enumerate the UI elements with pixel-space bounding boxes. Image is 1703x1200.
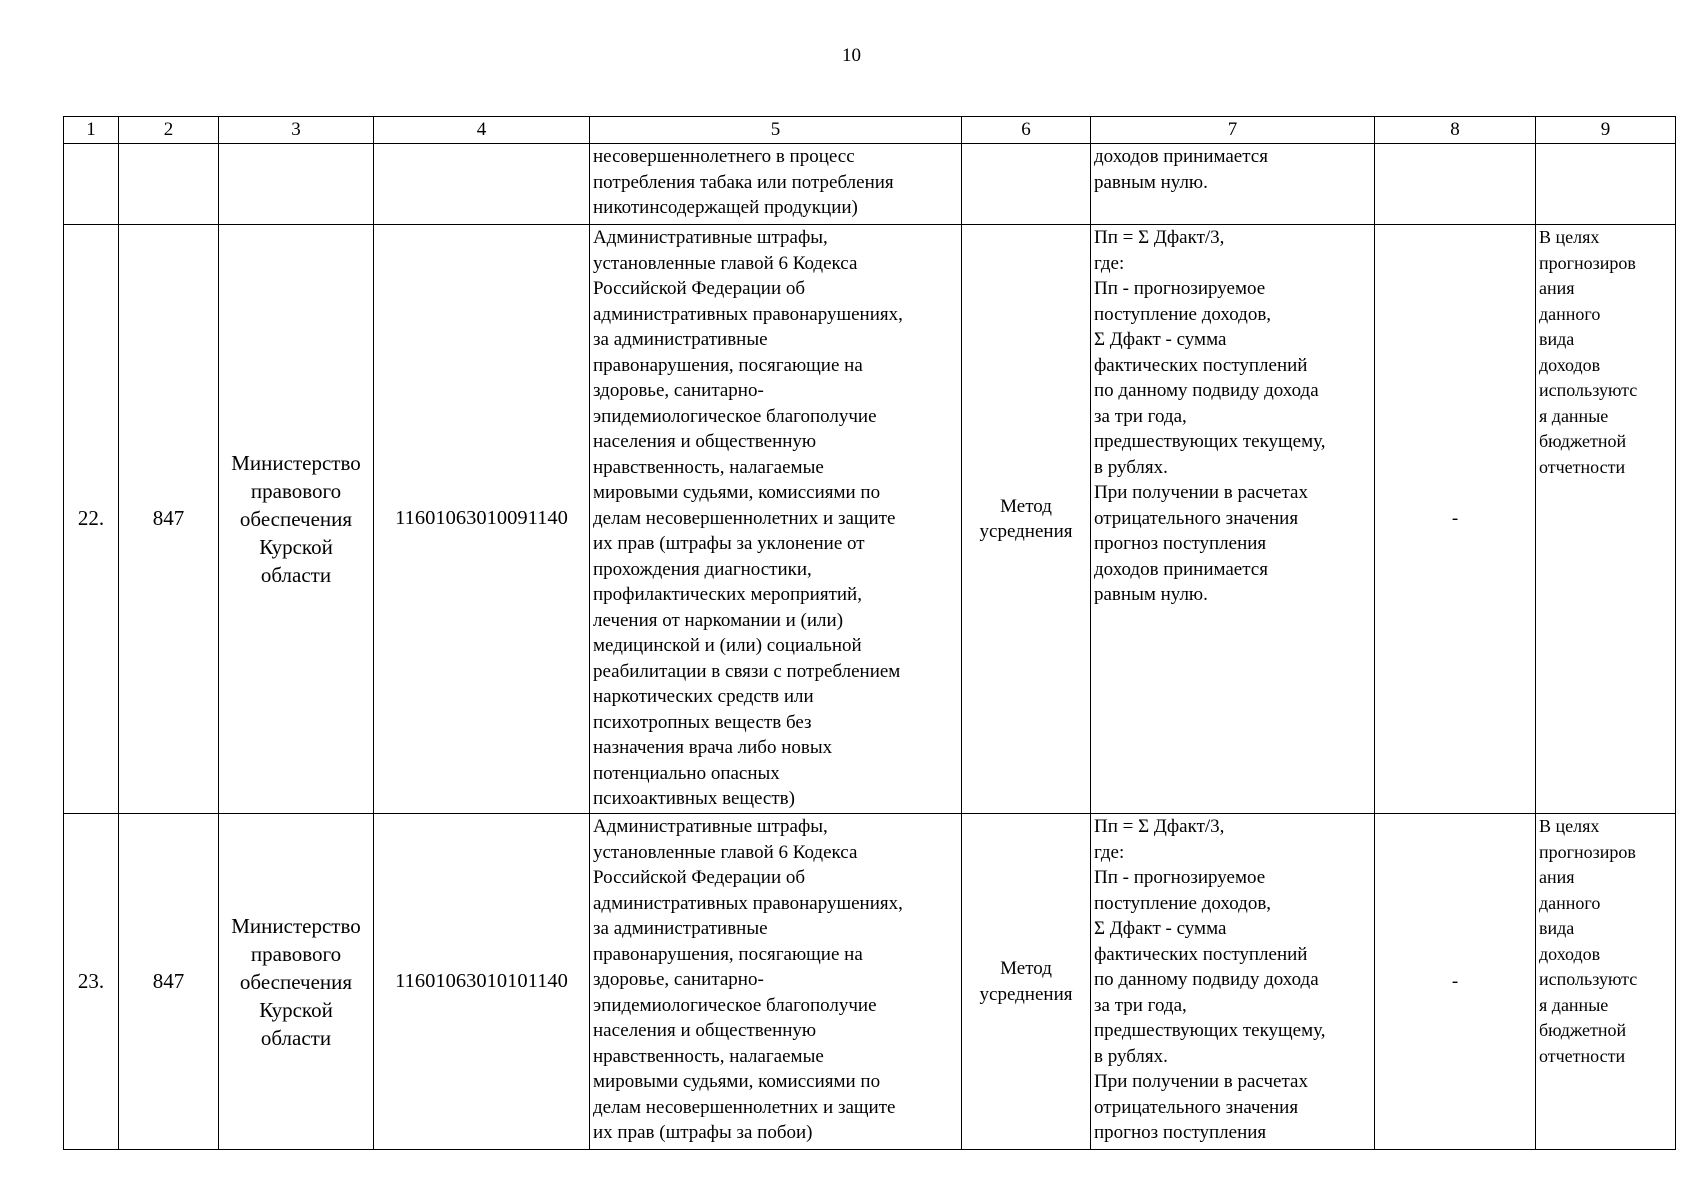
header-cell-7: 7 [1091, 117, 1375, 144]
header-cell-3: 3 [219, 117, 374, 144]
indicator-cell: - [1375, 225, 1536, 814]
formula-cell: Пп = Σ Дфакт/3, где: Пп - прогнозируемое поступление доходов, Σ Дфакт - сумма фактических поступлений по данному подвиду дохода за три года, предшествующих текущему, в рублях. При получении в расчетах отрицательного значения прогноз поступления [1091, 814, 1375, 1150]
row-number-cell: 22. [64, 225, 119, 814]
row-number-cell [64, 144, 119, 225]
indicator-cell [1375, 144, 1536, 225]
header-cell-4: 4 [374, 117, 590, 144]
kbk-code-cell: 11601063010101140 [374, 814, 590, 1150]
indicator-cell: - [1375, 814, 1536, 1150]
admin-code-cell [119, 144, 219, 225]
admin-code-cell: 847 [119, 225, 219, 814]
formula-cell: доходов принимается равным нулю. [1091, 144, 1375, 225]
header-cell-5: 5 [590, 117, 962, 144]
note-cell [1536, 144, 1676, 225]
header-row [64, 117, 1676, 144]
page-number: 10 [842, 45, 861, 66]
note-cell: В целях прогнозиров ания данного вида доходов используютс я данные бюджетной отчетности [1536, 814, 1676, 1150]
table-row-22 [64, 225, 1676, 814]
header-cell-2: 2 [119, 117, 219, 144]
kbk-code-cell: 11601063010091140 [374, 225, 590, 814]
kbk-code-cell [374, 144, 590, 225]
administrator-cell: Министерство правового обеспечения Курской области [219, 814, 374, 1150]
administrator-cell [219, 144, 374, 225]
table-row-23 [64, 814, 1676, 1150]
revenue-name-cell: Административные штрафы, установленные главой 6 Кодекса Российской Федерации об административных правонарушениях, за административные правонарушения, посягающие на здоровье, санитарно- эпидемиологическое благополучие населения и общественную нравственность, налагаемые мировыми судьями, комиссиями по делам несовершеннолетних и защите их прав (штрафы за уклонение от прохождения диагностики, профилактических мероприятий, лечения от наркомании и (или) медицинской и (или) социальной реабилитации в связи с потреблением наркотических средств или психотропных веществ без назначения врача либо новых потенциально опасных психоактивных веществ) [590, 225, 962, 814]
method-cell: Метод усреднения [962, 225, 1091, 814]
table-row-continuation [64, 144, 1676, 225]
method-cell [962, 144, 1091, 225]
revenue-name-cell: Административные штрафы, установленные главой 6 Кодекса Российской Федерации об административных правонарушениях, за административные правонарушения, посягающие на здоровье, санитарно- эпидемиологическое благополучие населения и общественную нравственность, налагаемые мировыми судьями, комиссиями по делам несовершеннолетних и защите их прав (штрафы за побои) [590, 814, 962, 1150]
header-cell-6: 6 [962, 117, 1091, 144]
revenue-forecast-table [63, 116, 1676, 1150]
administrator-cell: Министерство правового обеспечения Курской области [219, 225, 374, 814]
header-cell-1: 1 [64, 117, 119, 144]
admin-code-cell: 847 [119, 814, 219, 1150]
revenue-name-cell: несовершеннолетнего в процесс потребления табака или потребления никотинсодержащей продукции) [590, 144, 962, 225]
formula-cell: Пп = Σ Дфакт/3, где: Пп - прогнозируемое поступление доходов, Σ Дфакт - сумма фактических поступлений по данному подвиду дохода за три года, предшествующих текущему, в рублях. При получении в расчетах отрицательного значения прогноз поступления доходов принимается равным нулю. [1091, 225, 1375, 814]
header-cell-8: 8 [1375, 117, 1536, 144]
row-number-cell: 23. [64, 814, 119, 1150]
header-cell-9: 9 [1536, 117, 1676, 144]
note-cell: В целях прогнозиров ания данного вида доходов используютс я данные бюджетной отчетности [1536, 225, 1676, 814]
method-cell: Метод усреднения [962, 814, 1091, 1150]
